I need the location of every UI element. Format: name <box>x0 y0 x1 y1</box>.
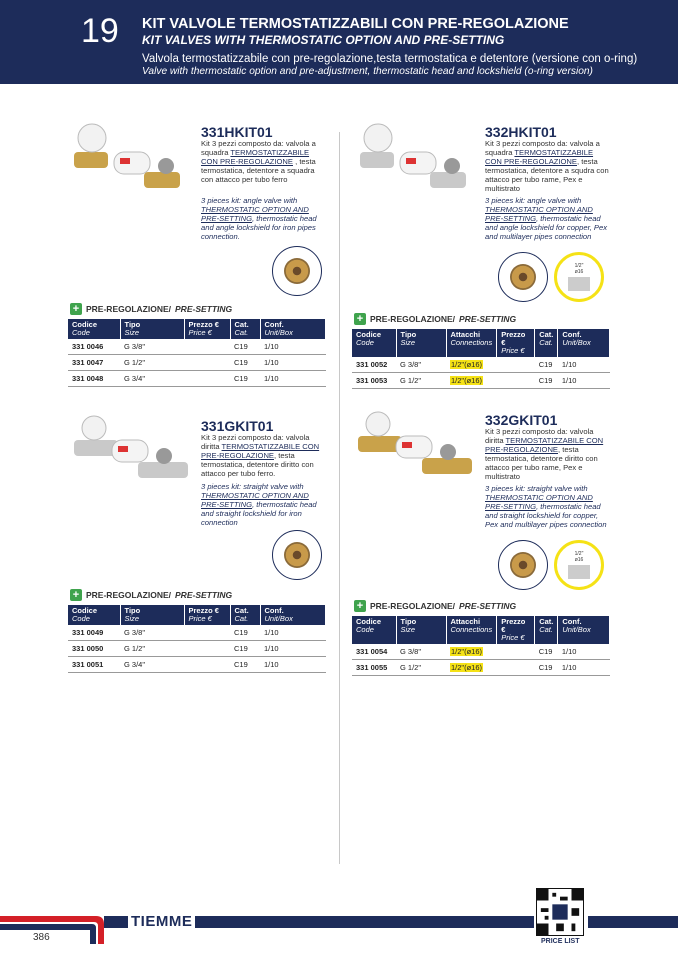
product-code-331hkit01: 331HKIT01 <box>201 124 273 140</box>
qr-code[interactable] <box>536 888 584 936</box>
table-row: 331 0051 G 3/4" C19 1/10 <box>68 657 326 673</box>
product-image-332hkit01 <box>354 122 482 200</box>
valve-detail-circle <box>498 540 548 590</box>
product-image-331hkit01 <box>68 122 196 200</box>
product-table-332hkit01: Codice Code Tipo Size Attacchi Connections Prezzo € Price € Cat. Cat. Conf. Unit/Box 331 0052 G 3/8" 1/2"(ø16) C19 1/10 331 0053 G 1/2" 1/2"(ø16) C19 1/10 <box>352 329 610 389</box>
product-image-331gkit01 <box>68 414 196 492</box>
table-row: 331 0046 G 3/8" C19 1/10 <box>68 339 326 355</box>
valve-detail-circle <box>272 530 322 580</box>
product-table-331hkit01: Codice Code Tipo Size Prezzo € Price € Cat. Cat. Conf. Unit/Box 331 0046 G 3/8" C19 1/10 331 0047 G 1/2" C19 1/10 331 0048 G 3/4" C19 1/10 <box>68 319 326 387</box>
brand-logo: TIEMME <box>128 913 195 930</box>
product-desc-it-331hkit01: Kit 3 pezzi composto da: valvola a squadra TERMOSTATIZZABILE CON PRE-REGOLAZIONE , testa termostatica, detentore a squadra con attacco per tubo ferro <box>201 139 316 184</box>
table-row: 331 0047 G 1/2" C19 1/10 <box>68 355 326 371</box>
subtitle-it: Valvola termostatizzabile con pre-regolazione,testa termostatica e detentore (versione con o-ring) <box>142 53 638 65</box>
product-desc-en-332hkit01: 3 pieces kit: angle valve with THERMOSTATIC OPTION AND PRE-SETTING, thermostatic head and angle lockshield for copper, Pex and multilayer pipes connection <box>485 196 608 241</box>
section-header-presetting: + PRE-REGOLAZIONE/ PRE-SETTING <box>70 303 232 315</box>
product-table-332gkit01: Codice Code Tipo Size Attacchi Connections Prezzo € Price € Cat. Cat. Conf. Unit/Box 331 0054 G 3/8" 1/2"(ø16) C19 1/10 331 0055 G 1/2" 1/2"(ø16) C19 1/10 <box>352 616 610 676</box>
table-row: 331 0052 G 3/8" 1/2"(ø16) C19 1/10 <box>352 357 610 373</box>
product-desc-it-332hkit01: Kit 3 pezzi composto da: valvola a squadra TERMOSTATIZZABILE CON PRE-REGOLAZIONE, testa termostatica, detentore a squdra con attacco per tubo rame, Pex e multistrato <box>485 139 609 193</box>
product-code-332hkit01: 332HKIT01 <box>485 124 557 140</box>
table-row: 331 0053 G 1/2" 1/2"(ø16) C19 1/10 <box>352 373 610 389</box>
column-divider <box>339 132 340 864</box>
title-en: KIT VALVES WITH THERMOSTATIC OPTION AND PRE-SETTING <box>142 33 505 47</box>
table-row: 331 0048 G 3/4" C19 1/10 <box>68 371 326 387</box>
product-desc-en-332gkit01: 3 pieces kit: straight valve with THERMOSTATIC OPTION AND PRE-SETTING, thermostatic head and straight lockshield for copper, Pex and multilayer pipes connection <box>485 484 607 529</box>
pipe-fitting-circle: 1/2" ø16 <box>554 252 604 302</box>
product-desc-en-331hkit01: 3 pieces kit: angle valve with THERMOSTATIC OPTION AND PRE-SETTING, thermostatic head and angle lockshield for iron pipes connection. <box>201 196 317 241</box>
table-row: 331 0049 G 3/8" C19 1/10 <box>68 625 326 641</box>
section-header-presetting: + PRE-REGOLAZIONE/ PRE-SETTING <box>354 313 516 325</box>
section-header-presetting: + PRE-REGOLAZIONE/ PRE-SETTING <box>354 600 516 612</box>
product-desc-it-331gkit01: Kit 3 pezzi composto da: valvola diritta TERMOSTATIZZABILE CON PRE-REGOLAZIONE, testa termostatica, detentore diritto con attacco per tubo ferro. <box>201 433 320 478</box>
plus-icon: + <box>70 589 82 601</box>
product-desc-en-331gkit01: 3 pieces kit: straight valve with THERMOSTATIC OPTION AND PRE-SETTING, thermostatic head and straight lockshield for iron connection <box>201 482 317 527</box>
product-table-331gkit01: Codice Code Tipo Size Prezzo € Price € Cat. Cat. Conf. Unit/Box 331 0049 G 3/8" C19 1/10 331 0050 G 1/2" C19 1/10 331 0051 G 3/4" C19 1/10 <box>68 605 326 673</box>
price-list-label: PRICE LIST <box>541 938 580 945</box>
chapter-number: 19 <box>81 12 119 50</box>
plus-icon: + <box>354 313 366 325</box>
product-image-332gkit01 <box>352 410 480 488</box>
page-number: 386 <box>33 932 50 943</box>
product-code-332gkit01: 332GKIT01 <box>485 412 558 428</box>
plus-icon: + <box>354 600 366 612</box>
valve-detail-circle <box>498 252 548 302</box>
title-it: KIT VALVOLE TERMOSTATIZZABILI CON PRE-REGOLAZIONE <box>142 16 569 32</box>
subtitle-en: Valve with thermostatic option and pre-adjustment, thermostatic head and lockshield (o-ring version) <box>142 66 593 77</box>
product-code-331gkit01: 331GKIT01 <box>201 418 274 434</box>
pipe-fitting-circle: 1/2" ø16 <box>554 540 604 590</box>
valve-detail-circle <box>272 246 322 296</box>
table-row: 331 0054 G 3/8" 1/2"(ø16) C19 1/10 <box>352 644 610 660</box>
plus-icon: + <box>70 303 82 315</box>
page-header <box>0 0 678 84</box>
table-row: 331 0050 G 1/2" C19 1/10 <box>68 641 326 657</box>
table-row: 331 0055 G 1/2" 1/2"(ø16) C19 1/10 <box>352 660 610 676</box>
product-desc-it-332gkit01: Kit 3 pezzi composto da: valvola diritta TERMOSTATIZZABILE CON PRE-REGOLAZIONE, testa termostatica, detentore diritto con attacco per tubo rame, Pex e multistrato <box>485 427 604 481</box>
section-header-presetting: + PRE-REGOLAZIONE/ PRE-SETTING <box>70 589 232 601</box>
